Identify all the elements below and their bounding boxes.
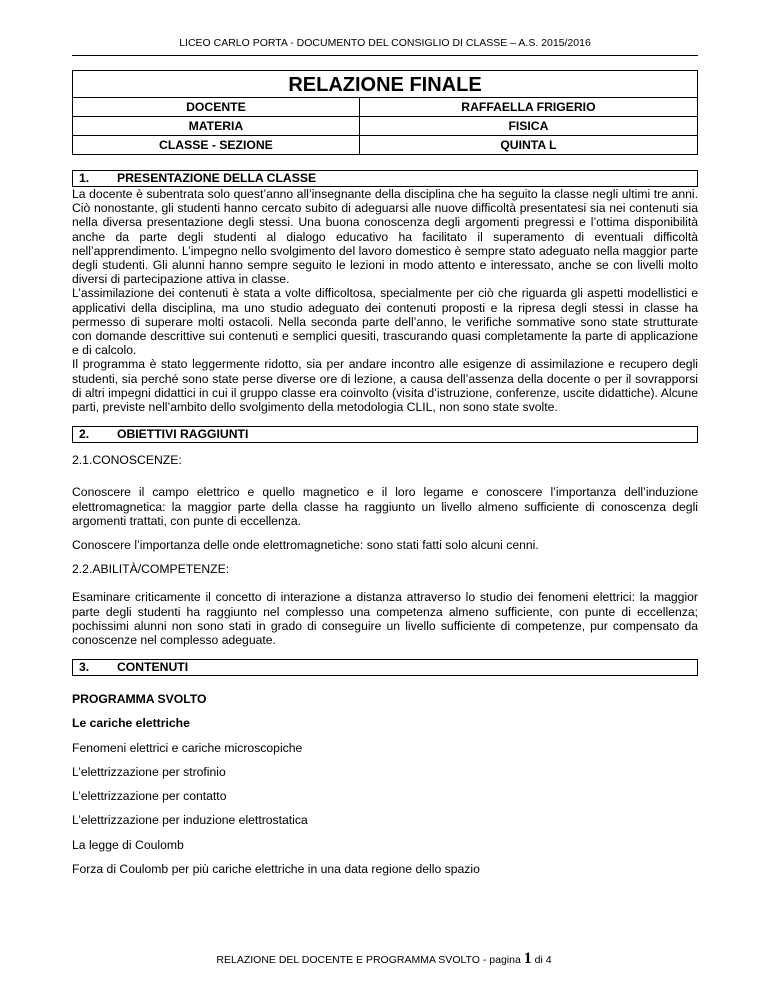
paragraph: Esaminare criticamente il concetto di interazione a distanza attraverso lo studio dei fenomeni elettrici: la maggior parte degli studenti ha raggiunto nel complesso una competenza almeno sufficiente, con punte di eccellenza; pochissimi alunni non sono stati in grado di conseguire un livello sufficiente di competenze, pur compensato da conoscenze nel complesso adeguate. [72,590,698,648]
section-title: CONTENUTI [117,660,189,675]
label-docente: DOCENTE [73,98,360,117]
value-docente: RAFFAELLA FRIGERIO [359,98,697,117]
section-heading-1 [72,170,698,187]
section-heading-2 [72,426,698,443]
value-materia: FISICA [359,117,697,136]
label-materia: MATERIA [73,117,360,136]
label-classe: CLASSE - SEZIONE [73,136,360,155]
value-classe: QUINTA L [359,136,697,155]
section-number: 3. [79,660,90,675]
list-item: L’elettrizzazione per strofinio [72,764,226,779]
page-total: di 4 [534,954,552,966]
paragraph: La docente è subentrata solo quest’anno all’insegnante della disciplina che ha seguito la classe negli ultimi tre anni. Ciò nonostante, gli studenti hanno cercato subito di adeguarsi alle nuove difficoltà presentatesi sia nei contenuti sia nella diversa presentazione degli stessi. Una buona conoscenza degli argomenti pregressi e l’ottima disponibilità anche da parte degli studenti al dialogo educativo ha facilitato il superamento di eventuali difficoltà nell’apprendimento. L’impegno nello svolgimento del lavoro domestico è sempre stato adeguato nella maggior parte degli studenti. Gli alunni hanno sempre seguito le lezioni in modo attento e interessato, anche se con livelli molto diversi di partecipazione attiva in classe. [72,187,698,287]
program-title: PROGRAMMA SVOLTO [72,692,207,707]
paragraph: Conoscere il campo elettrico e quello magnetico e il loro legame e conoscere l’importanza dell’induzione elettromagnetica: la maggior parte della classe ha raggiunto un livello almeno sufficiente di conoscenza degli argomenti trattati, con punte di eccellenza. [72,485,698,528]
section-heading-3 [72,659,698,676]
header-rule [72,55,698,56]
document-body [72,170,698,876]
list-item: Fenomeni elettrici e cariche microscopiche [72,740,303,755]
document-title: RELAZIONE FINALE [73,71,698,98]
section-title: OBIETTIVI RAGGIUNTI [117,427,249,442]
section-number: 2. [79,427,90,442]
list-item: L’elettrizzazione per induzione elettrostatica [72,813,308,828]
page-number: 1 [523,950,532,967]
subsection-title: 2.2.ABILITÀ/COMPETENZE: [72,562,230,577]
section-title: PRESENTAZIONE DELLA CLASSE [117,171,317,185]
running-header: LICEO CARLO PORTA - DOCUMENTO DEL CONSIGLIO DI CLASSE – A.S. 2015/2016 [179,37,591,49]
page-footer [0,950,768,968]
section-number: 1. [79,171,90,185]
info-table [72,70,698,155]
paragraph: L’assimilazione dei contenuti è stata a volte difficoltosa, specialmente per ciò che riguarda gli aspetti modellistici e applicativi della disciplina, ma uno studio adeguato dei contenuti proposti e la ripresa degli stessi in classe ha permesso di superare molti ostacoli. Nella seconda parte dell’anno, le verifiche sommative sono state strutturate con domande descrittive sui contenuti e semplici quesiti, trascurando quasi completamente la parte di applicazione e di calcolo. [72,286,698,358]
paragraph: Conoscere l’importanza delle onde elettromagnetiche: sono stati fatti solo alcuni cenni. [72,538,539,553]
list-item: La legge di Coulomb [72,837,184,852]
list-item: L’elettrizzazione per contatto [72,789,227,804]
topic-title: Le cariche elettriche [72,716,190,731]
subsection-title: 2.1.CONOSCENZE: [72,453,182,468]
footer-label: RELAZIONE DEL DOCENTE E PROGRAMMA SVOLTO - pagina [216,954,521,966]
list-item: Forza di Coulomb per più cariche elettriche in una data regione dello spazio [72,861,480,876]
paragraph: Il programma è stato leggermente ridotto, sia per andare incontro alle esigenze di assimilazione e recupero degli studenti, sia perché sono state perse diverse ore di lezione, a causa dell’assenza della docente o per il sovrapporsi di altri impegni didattici in cui il gruppo classe era coinvolto (visita d’istruzione, conferenze, uscite didattiche). Alcune parti, previste nell’ambito dello svolgimento della metodologia CLIL, non sono state svolte. [72,357,698,415]
